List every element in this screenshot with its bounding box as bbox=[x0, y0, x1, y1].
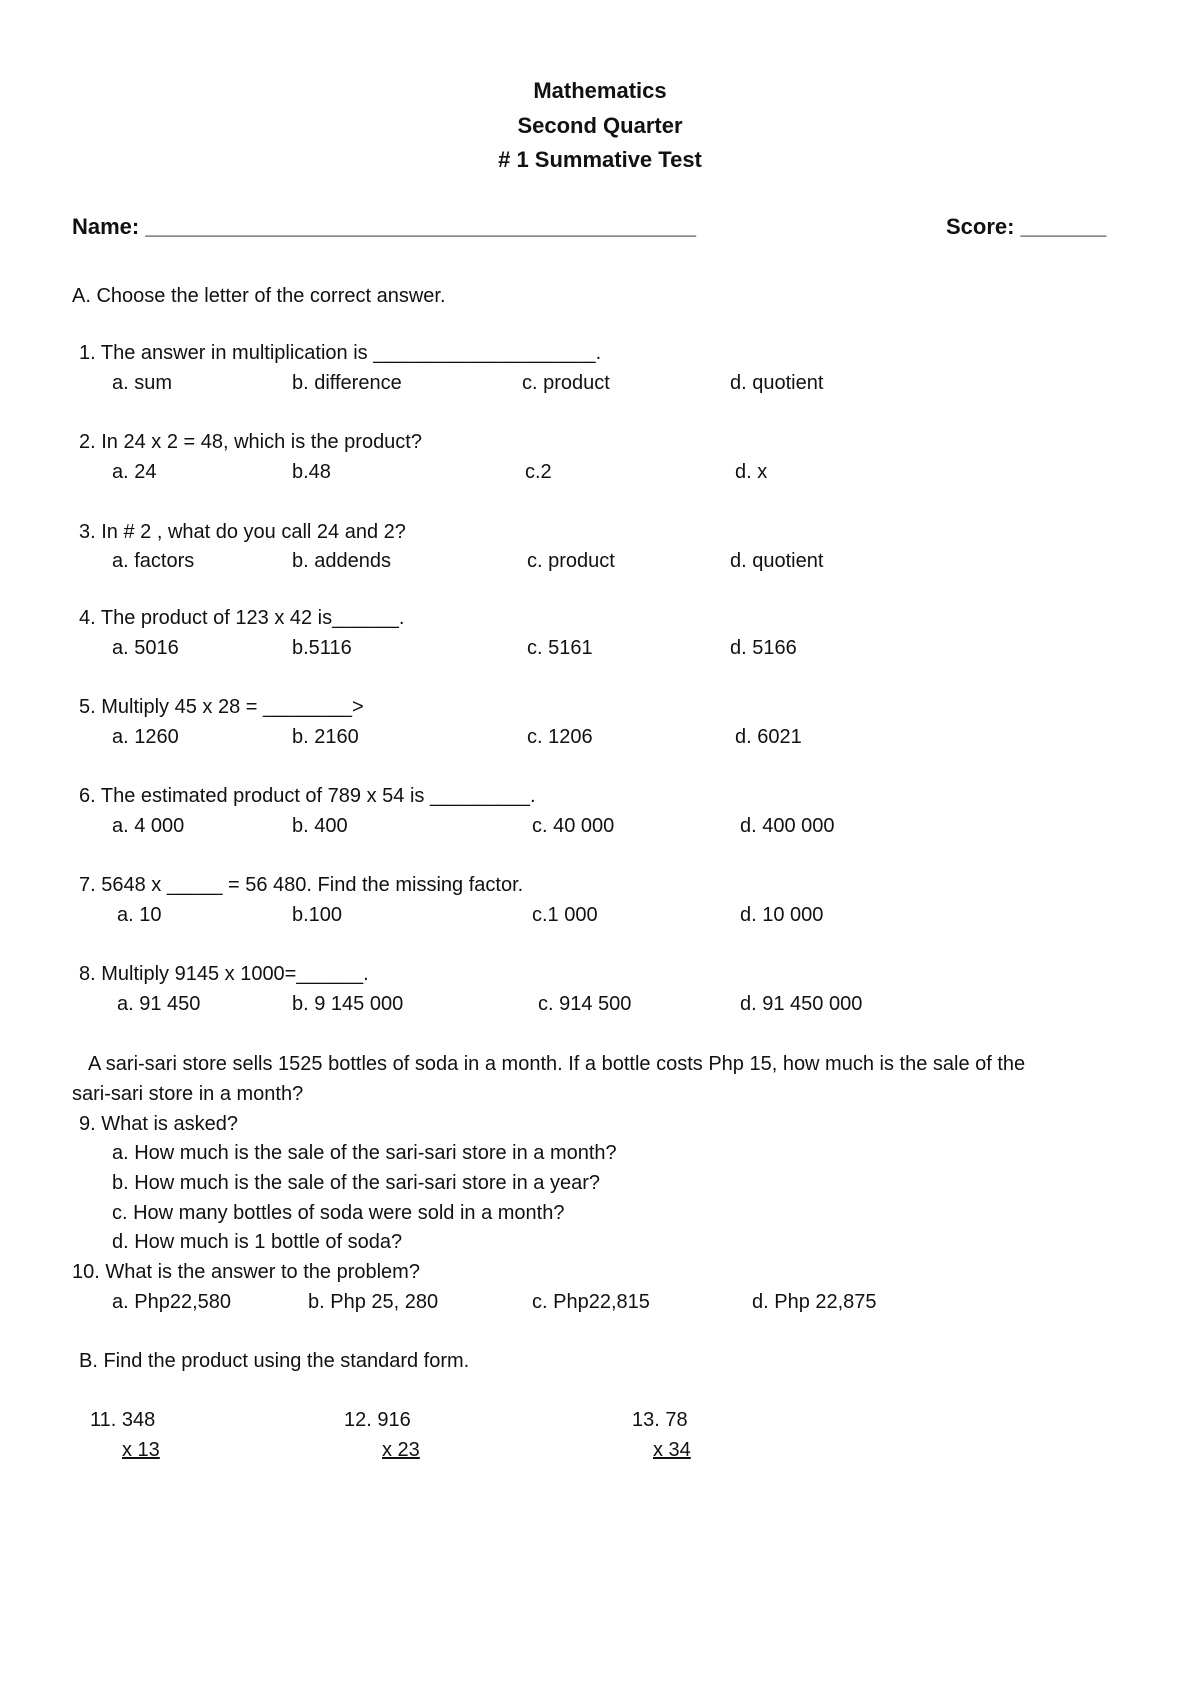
question-3-choice-c: c. product bbox=[527, 550, 615, 572]
test-title: # 1 Summative Test bbox=[498, 147, 702, 172]
quarter-title: Second Quarter bbox=[517, 112, 683, 138]
question-9-choice-d: d. How much is 1 bottle of soda? bbox=[112, 1231, 403, 1253]
question-6-choice-b: b. 400 bbox=[292, 815, 348, 837]
question-2-choice-a: a. 24 bbox=[112, 461, 157, 483]
question-4-choice-b: b.5116 bbox=[292, 637, 352, 659]
question-1-choice-a: a. sum bbox=[112, 372, 173, 394]
question-4-text: 4. The product of 123 x 42 is______. bbox=[79, 607, 405, 629]
question-9-choice-a: a. How much is the sale of the sari-sari store in a month? bbox=[112, 1142, 617, 1164]
question-8-choice-c: c. 914 500 bbox=[538, 993, 632, 1015]
question-10-choice-a: a. Php22,580 bbox=[112, 1291, 231, 1313]
question-9-choice-b: b. How much is the sale of the sari-sari store in a year? bbox=[112, 1172, 600, 1194]
question-1-choice-c: c. product bbox=[522, 372, 610, 394]
question-1-choice-b: b. difference bbox=[292, 372, 402, 394]
question-7-text: 7. 5648 x _____ = 56 480. Find the missing factor. bbox=[79, 874, 524, 896]
question-5-choice-d: d. 6021 bbox=[735, 726, 802, 748]
question-8-choice-a: a. 91 450 bbox=[117, 993, 201, 1015]
question-6-text: 6. The estimated product of 789 x 54 is _________. bbox=[79, 785, 536, 807]
question-6-choice-a: a. 4 000 bbox=[112, 815, 185, 837]
question-2-text: 2. In 24 x 2 = 48, which is the product? bbox=[79, 431, 422, 453]
question-4-choice-a: a. 5016 bbox=[112, 637, 179, 659]
question-2-choice-c: c.2 bbox=[525, 461, 552, 483]
question-4-choice-d: d. 5166 bbox=[730, 637, 797, 659]
question-6-choice-d: d. 400 000 bbox=[740, 815, 835, 837]
item-13-top: 13. 78 bbox=[632, 1409, 688, 1431]
word-problem-line-2: sari-sari store in a month? bbox=[72, 1083, 304, 1105]
question-3-choice-a: a. factors bbox=[112, 550, 195, 572]
question-10-text: 10. What is the answer to the problem? bbox=[72, 1261, 420, 1283]
question-3-choice-b: b. addends bbox=[292, 550, 391, 572]
item-11-bottom: x 13 bbox=[122, 1439, 160, 1461]
part-b-instruction: B. Find the product using the standard form. bbox=[79, 1350, 470, 1372]
question-3-text: 3. In # 2 , what do you call 24 and 2? bbox=[79, 521, 406, 543]
question-10-choice-c: c. Php22,815 bbox=[532, 1291, 650, 1313]
question-7-choice-b: b.100 bbox=[292, 904, 343, 926]
question-10-choice-d: d. Php 22,875 bbox=[752, 1291, 877, 1313]
question-5-choice-a: a. 1260 bbox=[112, 726, 179, 748]
question-7-choice-d: d. 10 000 bbox=[740, 904, 824, 926]
question-6-choice-c: c. 40 000 bbox=[532, 815, 615, 837]
part-a-instruction: A. Choose the letter of the correct answer. bbox=[72, 285, 446, 307]
item-12-top: 12. 916 bbox=[344, 1409, 411, 1431]
name-field: Name: _____________________________________________ bbox=[72, 214, 696, 239]
question-8-choice-d: d. 91 450 000 bbox=[740, 993, 863, 1015]
item-11-top: 11. 348 bbox=[90, 1409, 156, 1431]
question-2-choice-d: d. x bbox=[735, 461, 768, 483]
question-5-text: 5. Multiply 45 x 28 = ________> bbox=[79, 696, 364, 718]
item-12-bottom: x 23 bbox=[382, 1439, 420, 1461]
word-problem-line-1: A sari-sari store sells 1525 bottles of soda in a month. If a bottle costs Php 15, how much is the sale of the bbox=[88, 1053, 1026, 1075]
score-field: Score: _______ bbox=[946, 214, 1107, 239]
question-1-text: 1. The answer in multiplication is ____________________. bbox=[79, 342, 602, 364]
question-5-choice-b: b. 2160 bbox=[292, 726, 359, 748]
question-3-choice-d: d. quotient bbox=[730, 550, 824, 572]
question-4-choice-c: c. 5161 bbox=[527, 637, 593, 659]
subject-title: Mathematics bbox=[533, 78, 667, 103]
question-9-choice-c: c. How many bottles of soda were sold in a month? bbox=[112, 1202, 565, 1224]
question-8-text: 8. Multiply 9145 x 1000=______. bbox=[79, 963, 369, 985]
question-7-choice-a: a. 10 bbox=[117, 904, 162, 926]
question-10-choice-b: b. Php 25, 280 bbox=[308, 1291, 439, 1313]
question-1-choice-d: d. quotient bbox=[730, 372, 824, 394]
question-2-choice-b: b.48 bbox=[292, 461, 331, 483]
question-7-choice-c: c.1 000 bbox=[532, 904, 598, 926]
question-9-text: 9. What is asked? bbox=[79, 1113, 238, 1135]
question-8-choice-b: b. 9 145 000 bbox=[292, 993, 404, 1015]
worksheet-header bbox=[0, 74, 1200, 178]
item-13-bottom: x 34 bbox=[653, 1439, 691, 1461]
question-5-choice-c: c. 1206 bbox=[527, 726, 593, 748]
